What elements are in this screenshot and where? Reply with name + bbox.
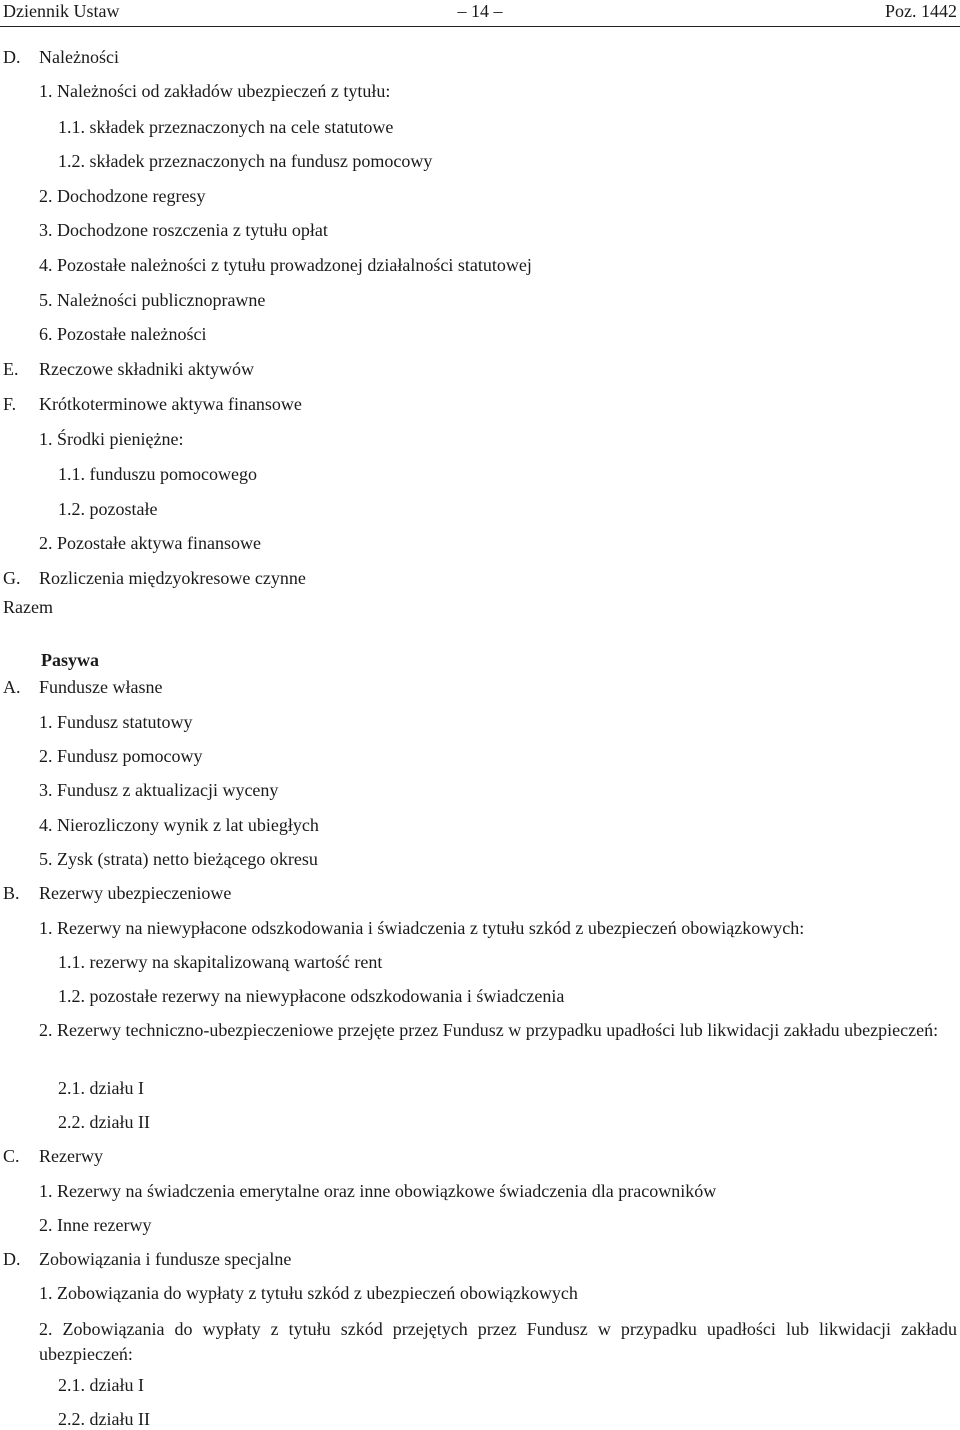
section-title: Należności	[39, 47, 119, 67]
journal-title: Dziennik Ustaw	[3, 1, 120, 21]
page-header	[0, 0, 960, 27]
list-item: 2. Inne rezerwy	[39, 1215, 152, 1235]
liabilities-heading: Pasywa	[41, 650, 99, 670]
section-label: E.	[3, 359, 19, 379]
section-title: Rozliczenia międzyokresowe czynne	[39, 568, 306, 588]
list-item: 2.2. działu II	[58, 1409, 150, 1429]
section-label: G.	[3, 568, 21, 588]
list-item: 5. Należności publicznoprawne	[39, 290, 266, 310]
list-item: 2. Rezerwy techniczno-ubezpieczeniowe przejęte przez Fundusz w przypadku upadłości lub likwidacji zakładu ubezpieczeń:	[39, 1020, 939, 1040]
section-label: A.	[3, 677, 21, 697]
position-number: Poz. 1442	[885, 1, 957, 21]
section-label: D.	[3, 47, 21, 67]
total-row	[3, 596, 53, 618]
list-item: 2. Pozostałe aktywa finansowe	[39, 533, 261, 553]
section-title: Fundusze własne	[39, 677, 163, 697]
list-item: 2.1. działu I	[58, 1078, 144, 1098]
list-item: 1. Zobowiązania do wypłaty z tytułu szkód z ubezpieczeń obowiązkowych	[39, 1283, 578, 1303]
section-label: B.	[3, 883, 20, 903]
list-item: 4. Nierozliczony wynik z lat ubiegłych	[39, 815, 319, 835]
list-item: 5. Zysk (strata) netto bieżącego okresu	[39, 849, 318, 869]
list-item: 1. Należności od zakładów ubezpieczeń z tytułu:	[39, 81, 391, 101]
section-title: Rezerwy ubezpieczeniowe	[39, 883, 232, 903]
list-item: 1.2. pozostałe	[58, 499, 158, 519]
section-label: D.	[3, 1249, 21, 1269]
list-item: 1.1. składek przeznaczonych na cele statutowe	[58, 117, 394, 137]
list-item: 1.1. funduszu pomocowego	[58, 464, 257, 484]
list-item: 2. Fundusz pomocowy	[39, 746, 203, 766]
list-item: 6. Pozostałe należności	[39, 324, 207, 344]
page-number: – 14 –	[457, 1, 503, 21]
list-item: 2. Zobowiązania do wypłaty z tytułu szkód przejętych przez Fundusz w przypadku upadłości lub likwidacji zakładu ubezpieczeń:	[39, 1319, 957, 1364]
section-title: Rezerwy	[39, 1146, 103, 1166]
list-item: 1. Fundusz statutowy	[39, 712, 193, 732]
section-label: C.	[3, 1146, 20, 1166]
section-label: F.	[3, 394, 17, 414]
list-item: 2. Dochodzone regresy	[39, 186, 206, 206]
list-item: 1. Rezerwy na świadczenia emerytalne oraz inne obowiązkowe świadczenia dla pracowników	[39, 1181, 717, 1201]
section-title: Krótkoterminowe aktywa finansowe	[39, 394, 302, 414]
list-item: 4. Pozostałe należności z tytułu prowadzonej działalności statutowej	[39, 255, 532, 275]
list-item: 1. Rezerwy na niewypłacone odszkodowania i świadczenia z tytułu szkód z ubezpieczeń obowiązkowych:	[39, 918, 805, 938]
list-item: 1.2. składek przeznaczonych na fundusz pomocowy	[58, 151, 433, 171]
section-title: Zobowiązania i fundusze specjalne	[39, 1249, 292, 1269]
list-item: 1. Środki pieniężne:	[39, 429, 184, 449]
list-item: 3. Dochodzone roszczenia z tytułu opłat	[39, 220, 328, 240]
list-item: 2.2. działu II	[58, 1112, 150, 1132]
list-item: 1.2. pozostałe rezerwy na niewypłacone odszkodowania i świadczenia	[58, 986, 565, 1006]
section-title: Rzeczowe składniki aktywów	[39, 359, 254, 379]
list-item: 3. Fundusz z aktualizacji wyceny	[39, 780, 279, 800]
list-item: 2.1. działu I	[58, 1375, 144, 1395]
total-label: Razem	[3, 597, 53, 617]
list-item: 1.1. rezerwy na skapitalizowaną wartość rent	[58, 952, 383, 972]
